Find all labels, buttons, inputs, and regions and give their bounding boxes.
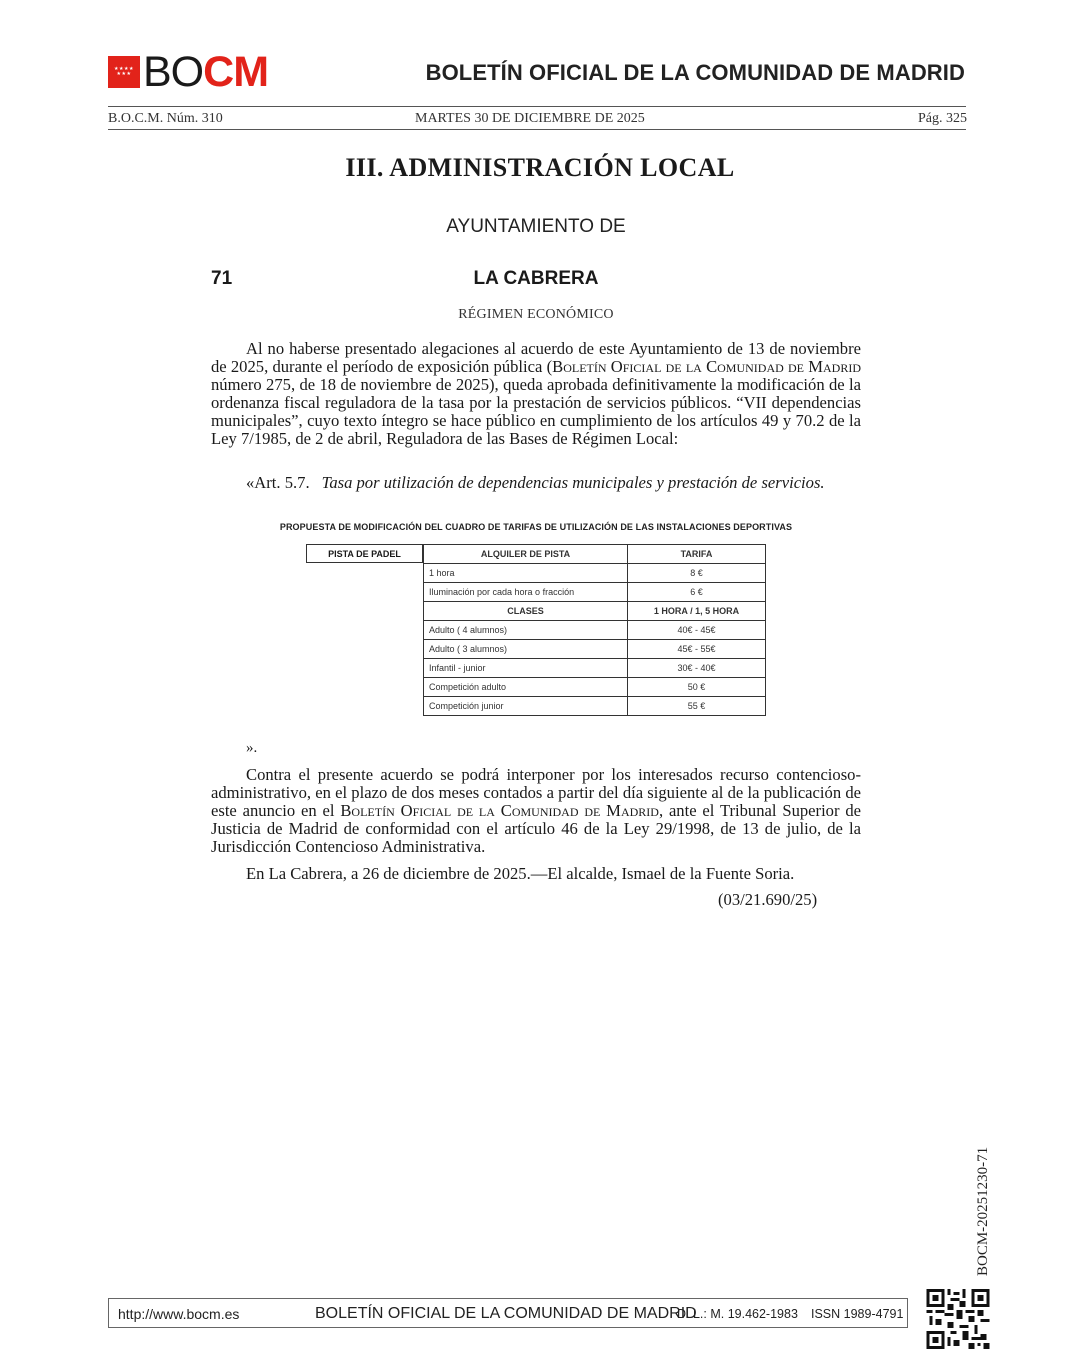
table-caption: PROPUESTA DE MODIFICACIÓN DEL CUADRO DE TARIFAS DE UTILIZACIÓN DE LAS INSTALACIONES DEPORTIVAS [279,522,793,532]
signature-line: En La Cabrera, a 26 de diciembre de 2025.—El alcalde, Ismael de la Fuente Soria. [246,864,795,883]
logo-text-cm: CM [203,48,269,96]
table-row [424,678,766,697]
table-cell: Competición junior [424,697,628,716]
closing-quote: ». [246,740,258,756]
issue-number: B.O.C.M. Núm. 310 [108,111,223,126]
table-cell: 30€ - 40€ [628,659,766,678]
table-row [424,583,766,602]
table-cell: 6 € [628,583,766,602]
header-rule-bottom [108,129,966,130]
table-cell: Competición adulto [424,678,628,697]
table-row [424,659,766,678]
article-title: Tasa por utilización de dependencias municipales y prestación de servicios. [321,473,825,492]
table-cell: Adulto ( 3 alumnos) [424,640,628,659]
table-header-row [424,545,766,564]
column-header: CLASES [424,602,628,621]
qr-code-icon [926,1289,990,1349]
bocm-logo [108,48,269,96]
municipality-name: LA CABRERA [473,268,599,289]
tariff-table [423,544,766,716]
section-title: III. ADMINISTRACIÓN LOCAL [345,153,735,182]
table-cell: Adulto ( 4 alumnos) [424,621,628,640]
column-header: 1 HORA / 1, 5 HORA [628,602,766,621]
table-row [424,640,766,659]
announcement-number: 71 [211,268,233,289]
table-cell: 50 € [628,678,766,697]
masthead-title: BOLETÍN OFICIAL DE LA COMUNIDAD DE MADRID [425,60,965,85]
table-row [424,697,766,716]
footer-bar [108,1298,908,1328]
footer-title: BOLETÍN OFICIAL DE LA COMUNIDAD DE MADRID [315,1305,697,1322]
reference-code: (03/21.690/25) [718,890,818,909]
issn: ISSN 1989-4791 [811,1307,904,1321]
table-subheader-row [424,602,766,621]
madrid-flag-icon: ★★★★ ★★★ [108,56,140,88]
body-paragraph-2: Contra el presente acuerdo se podrá interponer por los interesados recurso contencioso-administrativo, en el plazo de dos meses contados a partir del día siguiente al de la publicación de este anuncio en el Boletín Oficial de la Comunidad de Madrid, ante el Tribunal Superior de Justicia de Madrid de conformidad con el artículo 46 de la Ley 29/1998, de 13 de julio, de la Jurisdicción Contencioso Administrativa. [211,765,862,856]
table-row [424,621,766,640]
table-cell: 40€ - 45€ [628,621,766,640]
subject-heading: RÉGIMEN ECONÓMICO [458,307,614,322]
header-rule-top [108,106,966,107]
logo-text-bo: BO [143,48,204,96]
page-number: Pág. 325 [918,111,967,126]
table-side-label: PISTA DE PADEL [306,544,423,563]
gazette-name: Boletín Oficial de la Comunidad de Madrid [340,801,659,820]
table-cell: 1 hora [424,564,628,583]
issue-date: MARTES 30 DE DICIEMBRE DE 2025 [415,111,645,126]
gazette-name: Boletín Oficial de la Comunidad de Madrid [552,357,861,376]
table-row [424,564,766,583]
table-cell: 45€ - 55€ [628,640,766,659]
article-heading [246,473,825,493]
cve-code: BOCM-20251230-71 [975,1146,991,1276]
legal-deposit: D. L.: M. 19.462-1983 [677,1307,798,1321]
table-cell: Iluminación por cada hora o fracción [424,583,628,602]
column-header: TARIFA [628,545,766,564]
body-paragraph-1: Al no haberse presentado alegaciones al acuerdo de este Ayuntamiento de 13 de noviembre de 2025, durante el período de exposición pública (Boletín Oficial de la Comunidad de Madrid número 275, de 18 de noviembre de 2025), queda aprobada definitivamente la modificación de la ordenanza fiscal reguladora de la tasa por la prestación de servicios públicos. “VII dependencias municipales”, cuyo texto íntegro se hace público en cumplimiento de los artículos 49 y 70.2 de la Ley 7/1985, de 2 de abril, Reguladora de las Bases de Régimen Local: [211,339,861,448]
entity-prefix: AYUNTAMIENTO DE [446,216,626,237]
table-cell: 55 € [628,697,766,716]
article-number: «Art. 5.7. [246,473,310,492]
table-cell: Infantil - junior [424,659,628,678]
table-cell: 8 € [628,564,766,583]
column-header: ALQUILER DE PISTA [424,545,628,564]
footer-url-link[interactable]: http://www.bocm.es [118,1306,240,1322]
